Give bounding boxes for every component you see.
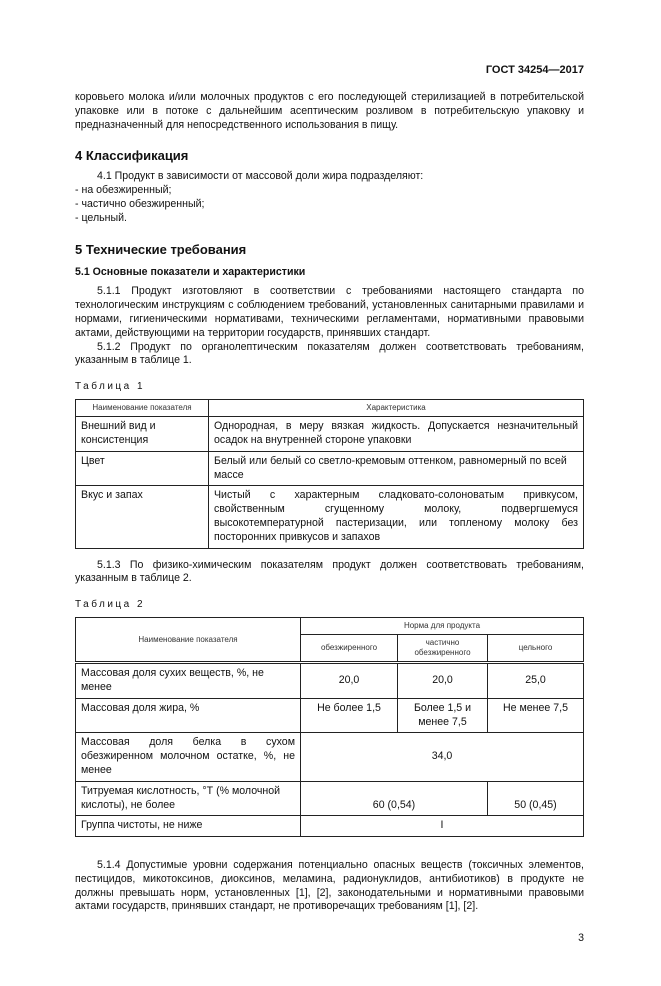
table-cell: Массовая доля белка в сухом обезжиренном молочном остатке, %, не менее <box>76 733 301 781</box>
table-row <box>76 417 584 452</box>
table-cell: Титруемая кислотность, °Т (% молочной кислоты), не более <box>76 781 301 816</box>
table-1 <box>75 399 584 548</box>
table-cell: Белый или белый со светло-кремовым оттенком, равномерный по всей массе <box>209 451 584 486</box>
table-cell: Цвет <box>76 451 209 486</box>
table-cell: Массовая доля жира, % <box>76 698 301 733</box>
section-4-title: 4 Классификация <box>75 148 189 164</box>
table-cell: 50 (0,45) <box>488 781 584 816</box>
table-row <box>76 451 584 486</box>
table-header: Наименование показателя <box>76 400 209 417</box>
section-5-title: 5 Технические требования <box>75 241 247 257</box>
table-1-caption: Таблица 1 <box>75 381 146 393</box>
para-4-1: 4.1 Продукт в зависимости от массовой доли жира подразделяют: <box>97 170 424 183</box>
list-item: - частично обезжиренный; <box>75 197 205 210</box>
para-5-1-2: 5.1.2 Продукт по органолептическим показателям должен соответствовать требованиям, указанным в таблице 1. <box>75 340 584 367</box>
page-number: 3 <box>578 932 584 945</box>
table-cell: Внешний вид и консистенция <box>76 417 209 452</box>
list-item: - на обезжиренный; <box>75 184 172 197</box>
table-row <box>76 698 584 733</box>
table-cell: Массовая доля сухих веществ, %, не менее <box>76 663 301 699</box>
table-row <box>76 816 584 837</box>
table-cell: Группа чистоты, не ниже <box>76 816 301 837</box>
table-header: цельного <box>488 635 584 663</box>
table-cell: 60 (0,54) <box>301 781 488 816</box>
para-5-1-3: 5.1.3 По физико-химическим показателям продукт должен соответствовать требованиям, указанным в таблице 2. <box>75 558 584 585</box>
table-cell: I <box>301 816 584 837</box>
standard-header: ГОСТ 34254—2017 <box>485 64 584 76</box>
list-item: - цельный. <box>75 211 127 224</box>
table-cell: Вкус и запах <box>76 486 209 548</box>
table-cell: Не более 1,5 <box>301 698 398 733</box>
table-cell: Чистый с характерным сладковато-солоноватым привкусом, свойственным сгущенному молоку, подвергшемуся высокотемпературной пастеризации, или топленому молоку без посторонних привкусов и запахов <box>209 486 584 548</box>
para-5-1-1: 5.1.1 Продукт изготовляют в соответствии с требованиями настоящего стандарта по технологическим инструкциям с соблюдением требований, установленных санитарными правилами и нормами, гигиеническими нормативами, техническими регламентами, нормативными правовыми актами, действующими на территории государств, принявших стандарт. <box>75 285 584 339</box>
table-cell: 34,0 <box>301 733 584 781</box>
section-5-1-title: 5.1 Основные показатели и характеристики <box>75 265 306 278</box>
table-header: обезжиренного <box>301 635 398 663</box>
table-2 <box>75 617 584 837</box>
table-cell: Не менее 7,5 <box>488 698 584 733</box>
para-5-1-4: 5.1.4 Допустимые уровни содержания потенциально опасных веществ (токсичных элементов, пестицидов, микотоксинов, диоксинов, меламина, радионуклидов, антибиотиков) в продукте не должны превышать норм, установленных [1], [2], законодательными и нормативными правовыми актами государств, принявших стандарт, не противоречащих требованиям [1], [2]. <box>75 859 584 913</box>
table-2-caption: Таблица 2 <box>75 599 146 611</box>
table-cell: Однородная, в меру вязкая жидкость. Допускается незначительный осадок на внутренней стороне упаковки <box>209 417 584 452</box>
table-header: Характеристика <box>209 400 584 417</box>
table-cell: 20,0 <box>398 663 488 699</box>
table-header: Наименование показателя <box>76 618 301 663</box>
table-row <box>76 486 584 548</box>
intro-paragraph: коровьего молока и/или молочных продуктов с его последующей стерилизацией в потребительской упаковке или в потоке с дальнейшим асептическим розливом в потребительскую упаковку и предназначенный для непосредственного использования в пищу. <box>75 91 584 131</box>
table-cell: Более 1,5 и менее 7,5 <box>398 698 488 733</box>
table-cell: 20,0 <box>301 663 398 699</box>
table-row <box>76 781 584 816</box>
table-header: частично обезжиренного <box>398 635 488 663</box>
table-cell: 25,0 <box>488 663 584 699</box>
table-header: Норма для продукта <box>301 618 584 635</box>
table-row <box>76 733 584 781</box>
table-row <box>76 663 584 699</box>
